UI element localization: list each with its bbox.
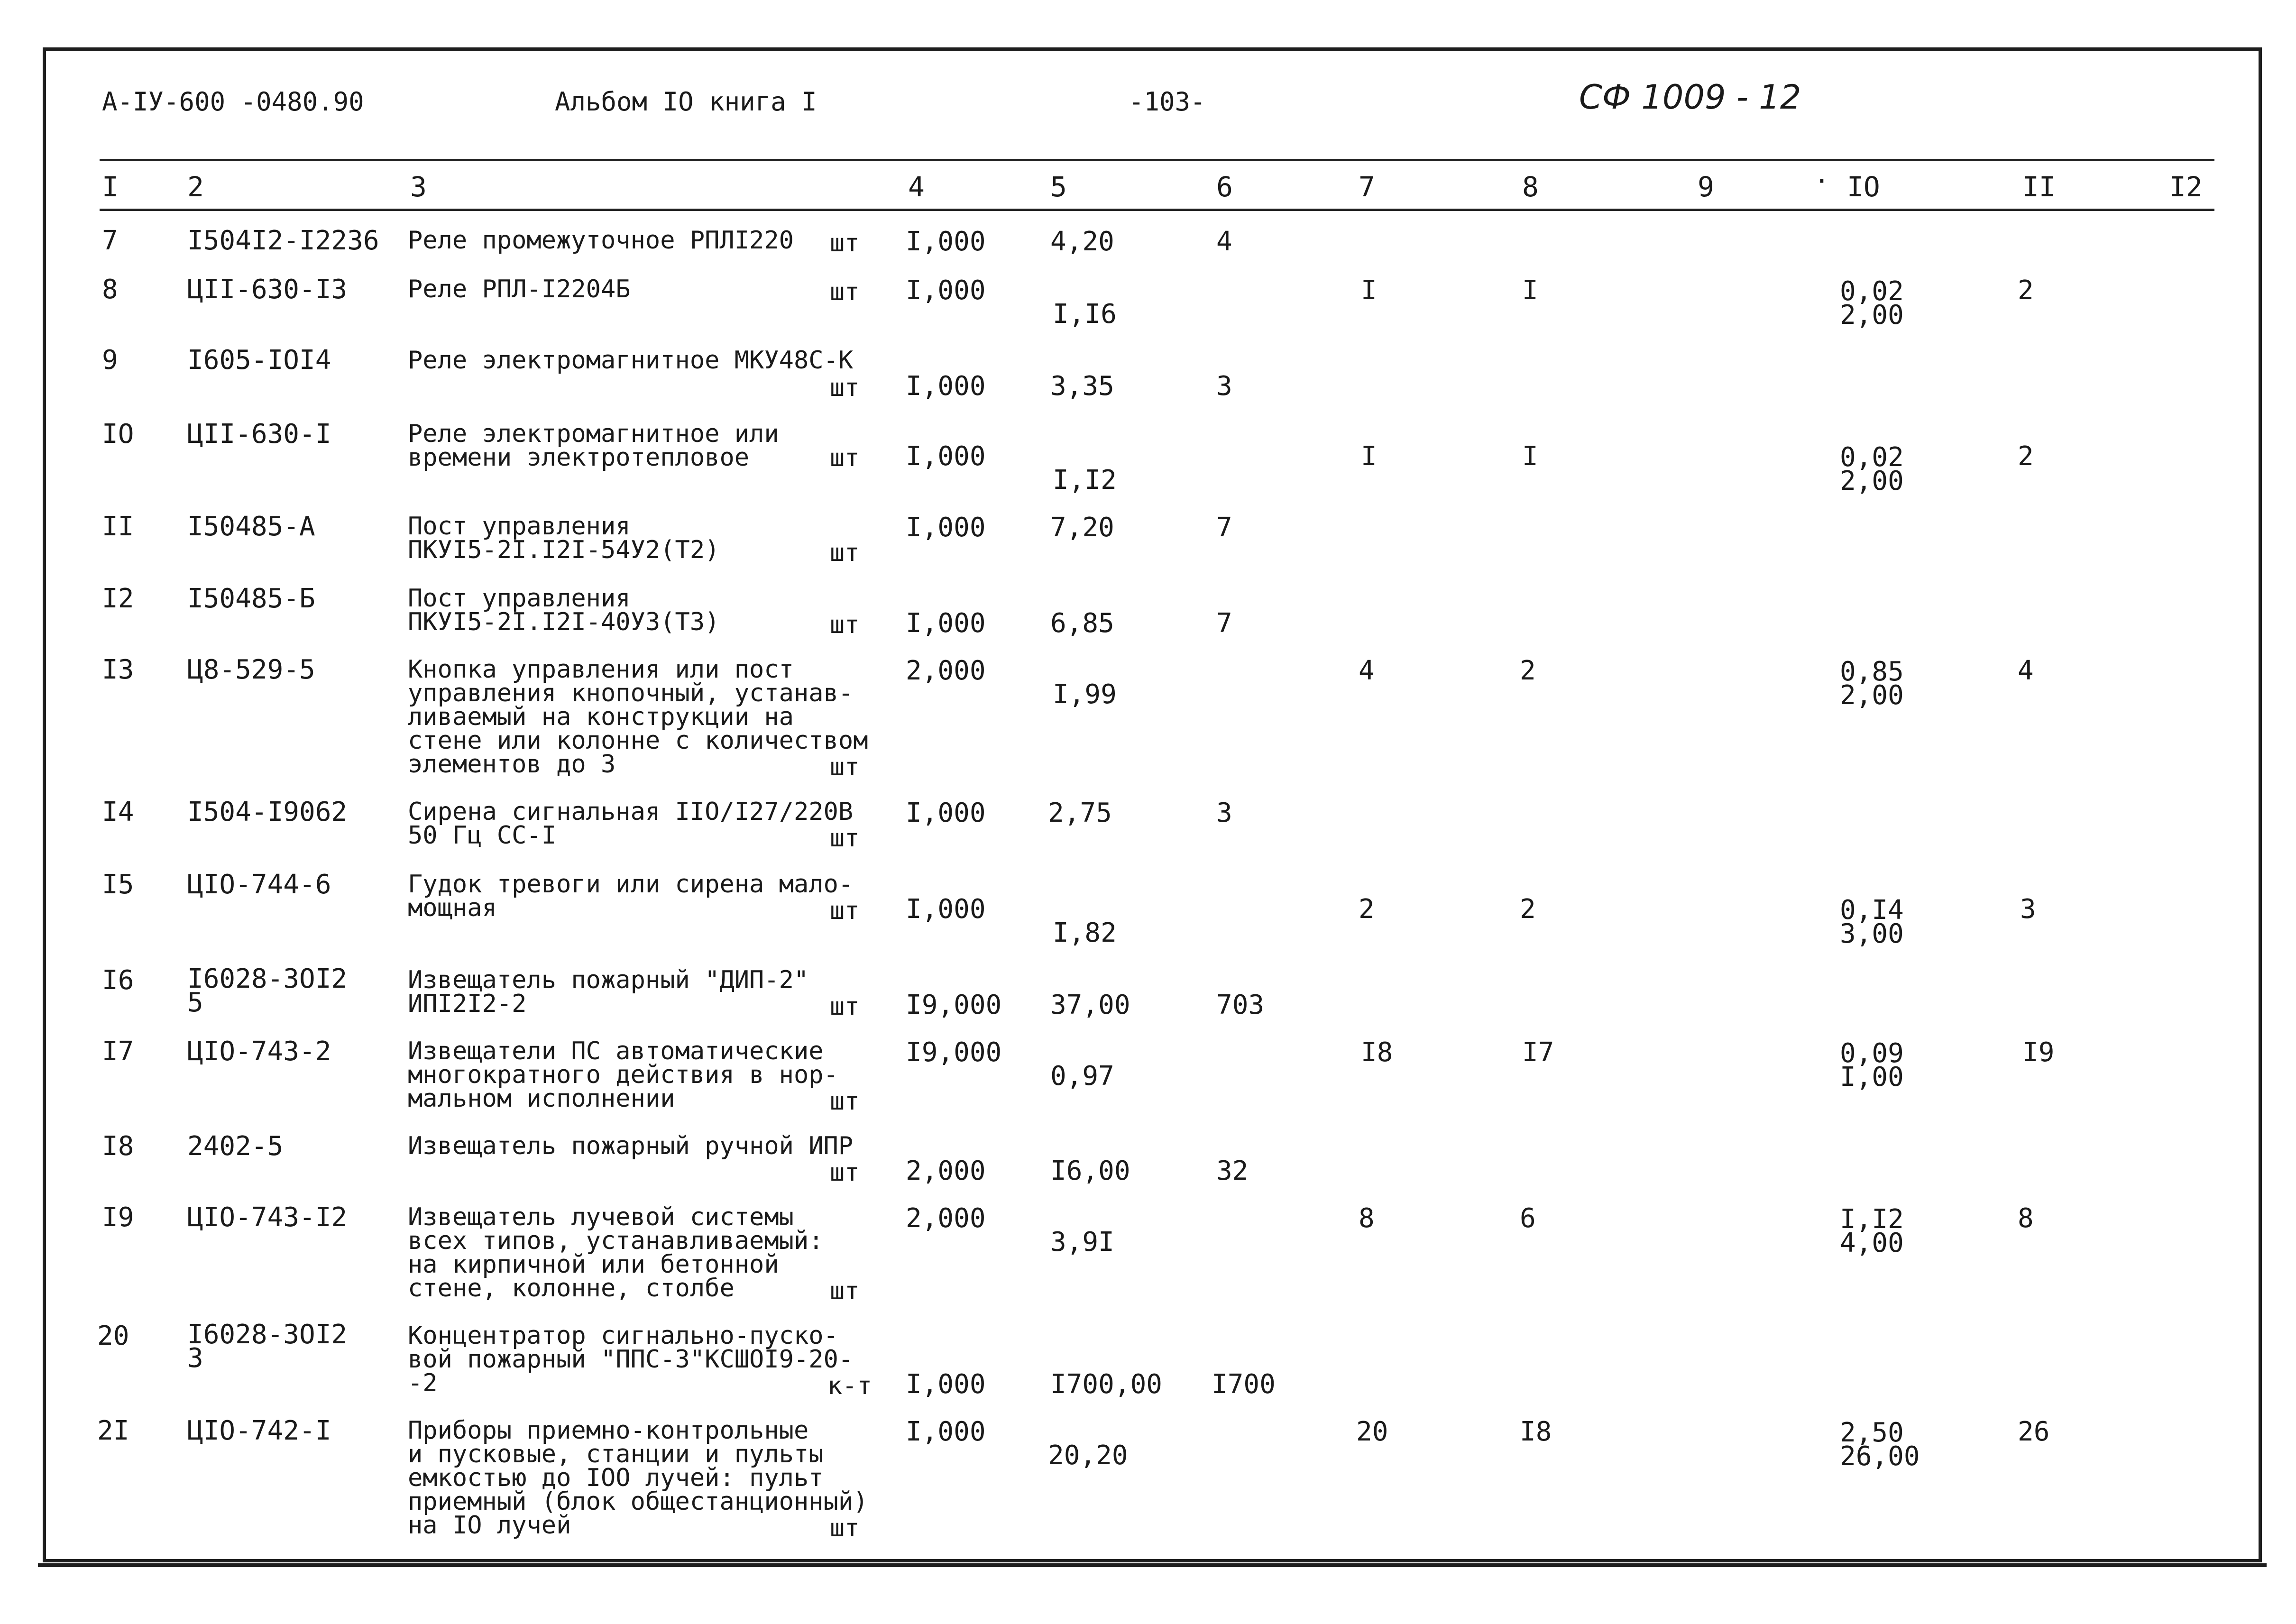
row-unit: шт xyxy=(830,611,860,639)
row-number: I9 xyxy=(102,1202,134,1233)
row-unit: шт xyxy=(830,992,860,1021)
row-unit: шт xyxy=(830,278,860,306)
row-unit-value: I,82 xyxy=(1053,918,1117,948)
row-code: ЦIO-743-2 xyxy=(187,1036,331,1067)
row-unit-value: 20,20 xyxy=(1048,1440,1128,1471)
row-code: I6028-3OI2 5 xyxy=(187,963,348,1018)
row-unit: шт xyxy=(830,1087,860,1116)
row-quantity: I,000 xyxy=(906,798,986,828)
row-number: I8 xyxy=(102,1131,134,1162)
row-number: IO xyxy=(102,419,134,450)
row-code: I50485-А xyxy=(187,511,315,542)
row-description: Извещатель лучевой системы всех типов, устанавливаемый: на кирпичной или бетонной стене, колонне, столбе xyxy=(408,1203,824,1303)
row-unit-value: I,I2 xyxy=(1053,465,1117,495)
row-unit: шт xyxy=(830,1158,860,1187)
row-number: 20 xyxy=(97,1321,129,1351)
row-unit-value: 0,97 xyxy=(1050,1061,1114,1092)
row-unit-value: I700,00 xyxy=(1050,1369,1163,1400)
header-dot-mark: · xyxy=(1814,166,1830,197)
row-total-value: 703 xyxy=(1216,990,1265,1020)
row-description: Реле электромагнитное МКУ48С-К xyxy=(408,346,854,375)
row-number: I3 xyxy=(102,654,134,685)
row-quantity: I,000 xyxy=(906,1369,986,1400)
row-description: Сирена сигнальная IIO/I27/220В 50 Гц СС-I xyxy=(408,798,854,850)
row-quantity: I,000 xyxy=(906,275,986,306)
row-quantity: I9,000 xyxy=(906,1037,1002,1068)
row-col7-value: 8 xyxy=(1359,1203,1375,1234)
row-code: I50485-Б xyxy=(187,583,315,614)
page-border-shadow xyxy=(38,1563,2267,1567)
row-total-value: 7 xyxy=(1216,512,1232,543)
row-quantity: I,000 xyxy=(906,1416,986,1447)
row-number: I6 xyxy=(102,965,134,996)
row-unit: шт xyxy=(830,444,860,472)
row-description: Извещатель пожарный "ДИП-2" ИПI2I2-2 xyxy=(408,966,809,1018)
row-description: Концентратор сигнально-пуско- вой пожарный "ППС-3"КСШОI9-20- -2 xyxy=(408,1321,854,1397)
row-code: 2402-5 xyxy=(187,1131,284,1162)
row-total-value: 3 xyxy=(1216,371,1232,402)
album-label: Альбом IO книга I xyxy=(555,87,817,117)
row-description: Извещатели ПС автоматические многократного действия в нор- мальном исполнении xyxy=(408,1037,838,1113)
row-code: Ц8-529-5 xyxy=(187,654,315,685)
row-description: Реле электромагнитное или времени электротепловое xyxy=(408,420,779,472)
row-quantity: I,000 xyxy=(906,894,986,925)
row-unit-value: 7,20 xyxy=(1050,512,1114,543)
row-description: Пост управления ПКУI5-2I.I2I-54У2(Т2) xyxy=(408,512,720,564)
col-header-5: 5 xyxy=(1050,171,1067,203)
col-header-7: 7 xyxy=(1359,171,1375,203)
row-unit-value: I6,00 xyxy=(1050,1156,1130,1186)
row-col10-values: I,I2 4,00 xyxy=(1840,1204,1904,1258)
row-col8-value: 2 xyxy=(1520,894,1536,925)
row-number: I2 xyxy=(102,583,134,614)
row-unit-value: 37,00 xyxy=(1050,990,1130,1020)
row-number: 9 xyxy=(102,345,118,376)
row-description: Извещатель пожарный ручной ИПР xyxy=(408,1132,854,1160)
col-header-10: IO xyxy=(1847,171,1880,203)
row-code: I504-I9062 xyxy=(187,797,348,827)
col-header-12: I2 xyxy=(2169,171,2203,203)
header-bottom-rule xyxy=(100,209,2214,211)
row-code: ЦII-630-I3 xyxy=(187,274,348,305)
row-unit-value: 6,85 xyxy=(1050,608,1114,639)
row-col10-values: 2,50 26,00 xyxy=(1840,1417,1920,1472)
row-col7-value: I xyxy=(1361,275,1377,306)
row-col7-value: I xyxy=(1361,441,1377,472)
row-description: Гудок тревоги или сирена мало- мощная xyxy=(408,870,854,922)
row-col7-value: 4 xyxy=(1359,655,1375,686)
row-number: I7 xyxy=(102,1036,134,1067)
row-unit: шт xyxy=(830,229,860,257)
row-col11-value: I9 xyxy=(2022,1037,2055,1068)
document-code: А-IУ-600 -0480.90 xyxy=(102,87,364,117)
row-description: Реле промежуточное РПЛI220 xyxy=(408,226,794,255)
row-description: Пост управления ПКУI5-2I.I2I-40У3(Т3) xyxy=(408,584,720,636)
row-total-value: 3 xyxy=(1216,798,1232,828)
col-header-8: 8 xyxy=(1522,171,1539,203)
col-header-6: 6 xyxy=(1216,171,1233,203)
row-total-value: 4 xyxy=(1216,226,1232,257)
row-col7-value: 2 xyxy=(1359,894,1375,925)
col-header-2: 2 xyxy=(187,171,204,203)
row-unit: шт xyxy=(830,1277,860,1305)
row-col11-value: 3 xyxy=(2020,894,2036,925)
row-total-value: I700 xyxy=(1212,1369,1276,1400)
row-total-value: 32 xyxy=(1216,1156,1249,1186)
row-number: 2I xyxy=(97,1415,129,1446)
row-col8-value: I xyxy=(1522,275,1538,306)
row-number: 7 xyxy=(102,225,118,256)
row-col11-value: 4 xyxy=(2018,655,2034,686)
row-col10-values: 0,85 2,00 xyxy=(1840,656,1904,711)
row-code: ЦIO-742-I xyxy=(187,1415,331,1446)
col-header-1: I xyxy=(102,171,119,203)
row-quantity: I9,000 xyxy=(906,990,1002,1020)
row-code: ЦII-630-I xyxy=(187,419,331,450)
header-top-rule xyxy=(100,159,2214,161)
row-code: ЦIO-744-6 xyxy=(187,869,331,900)
row-number: I5 xyxy=(102,869,134,900)
row-col8-value: 2 xyxy=(1520,655,1536,686)
row-code: ЦIO-743-I2 xyxy=(187,1202,348,1233)
row-unit: шт xyxy=(830,824,860,853)
row-unit-value: 4,20 xyxy=(1050,226,1114,257)
row-quantity: I,000 xyxy=(906,441,986,472)
row-description: Реле РПЛ-I2204Б xyxy=(408,275,631,303)
row-quantity: I,000 xyxy=(906,512,986,543)
row-col10-values: 0,I4 3,00 xyxy=(1840,895,1904,949)
row-col8-value: I7 xyxy=(1522,1037,1554,1068)
row-unit: шт xyxy=(830,1514,860,1542)
row-col10-values: 0,02 2,00 xyxy=(1840,442,1904,496)
row-description: Приборы приемно-контрольные и пусковые, станции и пульты емкостью до IOO лучей: пульт приемный (блок общестанционный) на IO лучей xyxy=(408,1416,868,1540)
col-header-11: II xyxy=(2022,171,2056,203)
row-col11-value: 2 xyxy=(2018,441,2034,472)
row-col7-value: I8 xyxy=(1361,1037,1393,1068)
row-quantity: 2,000 xyxy=(906,1156,986,1186)
page-border xyxy=(43,47,2262,1562)
row-unit: шт xyxy=(830,753,860,781)
row-unit-value: 2,75 xyxy=(1048,798,1112,828)
row-col8-value: 6 xyxy=(1520,1203,1536,1234)
row-quantity: I,000 xyxy=(906,226,986,257)
row-col11-value: 26 xyxy=(2018,1416,2050,1447)
row-unit-value: I,99 xyxy=(1053,679,1117,710)
row-unit: шт xyxy=(830,539,860,567)
page-number: -103- xyxy=(1129,87,1206,117)
row-unit-value: 3,9I xyxy=(1050,1227,1114,1257)
row-col11-value: 2 xyxy=(2018,275,2034,306)
row-col11-value: 8 xyxy=(2018,1203,2034,1234)
row-code: I605-IOI4 xyxy=(187,345,331,376)
row-quantity: I,000 xyxy=(906,608,986,639)
row-col10-values: 0,02 2,00 xyxy=(1840,276,1904,330)
row-code: I6028-3OI2 3 xyxy=(187,1319,348,1374)
row-col10-values: 0,09 I,00 xyxy=(1840,1038,1904,1092)
row-col8-value: I xyxy=(1522,441,1538,472)
row-unit-value: 3,35 xyxy=(1050,371,1114,402)
row-number: 8 xyxy=(102,274,118,305)
col-header-9: 9 xyxy=(1698,171,1714,203)
row-col7-value: 20 xyxy=(1356,1416,1388,1447)
row-code: I504I2-I2236 xyxy=(187,225,379,256)
row-col8-value: I8 xyxy=(1520,1416,1552,1447)
handwritten-sheet-code: СФ 1009 - 12 xyxy=(1579,78,1801,117)
row-unit: к-т xyxy=(827,1372,872,1400)
row-quantity: I,000 xyxy=(906,371,986,402)
row-quantity: 2,000 xyxy=(906,655,986,686)
col-header-4: 4 xyxy=(908,171,925,203)
col-header-3: 3 xyxy=(410,171,427,203)
row-unit: шт xyxy=(830,374,860,402)
row-unit-value: I,I6 xyxy=(1053,299,1117,330)
row-unit: шт xyxy=(830,897,860,925)
row-number: II xyxy=(102,511,134,542)
row-total-value: 7 xyxy=(1216,608,1232,639)
row-description: Кнопка управления или пост управления кнопочный, устанав- ливаемый на конструкции на стене или колонне с количеством элементов до 3 xyxy=(408,655,868,779)
row-quantity: 2,000 xyxy=(906,1203,986,1234)
row-number: I4 xyxy=(102,797,134,827)
